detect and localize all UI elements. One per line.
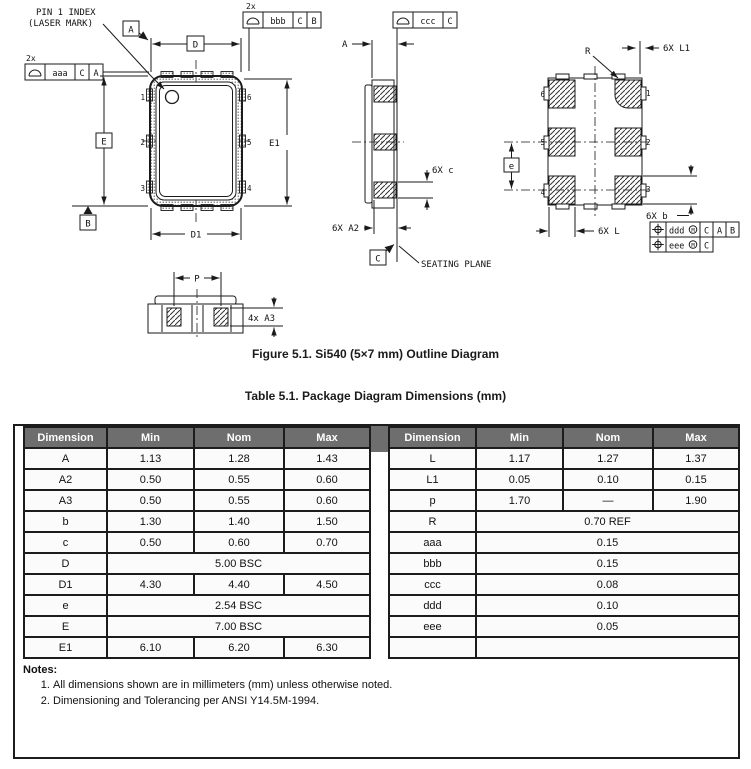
table-header-row [389, 427, 739, 448]
pin1-index-label: PIN 1 INDEX [36, 8, 96, 18]
max-cell: 1.50 [284, 511, 370, 532]
svg-text:B: B [311, 17, 317, 27]
column-header: Nom [563, 427, 653, 448]
note-item: 1. All dimensions shown are in millimeters (mm) unless otherwise noted. [53, 679, 738, 691]
pin-number: 1 [140, 93, 145, 102]
six-x-c-label: 6X c [432, 166, 454, 176]
dimension-cell: e [24, 595, 107, 616]
dimension-cell: E1 [24, 637, 107, 658]
ccc-feature-frame [393, 12, 457, 28]
dim-a-label: A [342, 40, 348, 50]
svg-text:C: C [79, 69, 85, 79]
dim-e-pitch-label: e [508, 162, 515, 172]
svg-text:eee: eee [669, 241, 685, 252]
table-row [24, 511, 370, 532]
dimension-cell: eee [389, 616, 476, 637]
dim-d1-label: D1 [190, 230, 202, 241]
aaa-qty-label: 2x [26, 54, 36, 63]
pin-number: 3 [140, 184, 145, 193]
min-cell: 0.05 [476, 469, 563, 490]
dimension-cell: L1 [389, 469, 476, 490]
table-row [389, 448, 739, 469]
value-span-cell: 0.70 REF [476, 511, 739, 532]
side-view [332, 12, 491, 270]
pin-number: 1 [646, 89, 651, 98]
dimension-cell: A [24, 448, 107, 469]
pin-number: 4 [247, 184, 252, 193]
dimensions-table-left [23, 426, 371, 659]
dimension-cell: D [24, 553, 107, 574]
table-row [389, 511, 739, 532]
pin-number: 4 [540, 188, 545, 197]
datum-c-label: C [375, 254, 381, 265]
top-view [25, 2, 321, 241]
outline-diagram [0, 0, 751, 345]
table-row [389, 553, 739, 574]
figure-caption: Figure 5.1. Si540 (5×7 mm) Outline Diagram [251, 347, 500, 361]
dimension-cell: p [389, 490, 476, 511]
dim-p-label: P [194, 274, 200, 285]
dimension-cell: b [24, 511, 107, 532]
svg-text:M: M [691, 242, 695, 249]
nom-cell: 1.28 [194, 448, 284, 469]
min-cell: 1.30 [107, 511, 194, 532]
datum-a-label: A [128, 25, 134, 36]
datum-b-triangle [84, 206, 93, 214]
dimension-cell: c [24, 532, 107, 553]
table-row [389, 532, 739, 553]
table-row [389, 595, 739, 616]
dimension-cell: aaa [389, 532, 476, 553]
pin-number: 6 [540, 90, 545, 99]
value-span-cell: 5.00 BSC [107, 553, 370, 574]
notes-section [15, 664, 738, 707]
pin-number: 2 [140, 138, 145, 147]
dim-d-label: D [192, 40, 199, 51]
datum-a-leader [139, 33, 148, 40]
nom-cell: 0.55 [194, 469, 284, 490]
table-gap [371, 426, 388, 452]
dimension-cell: ddd [389, 595, 476, 616]
value-span-cell: 0.08 [476, 574, 739, 595]
nom-cell: 6.20 [194, 637, 284, 658]
pad-1-rounded [615, 80, 641, 108]
column-header: Dimension [389, 427, 476, 448]
min-cell: 1.70 [476, 490, 563, 511]
side-pad [374, 86, 396, 102]
dimension-cell: E [24, 616, 107, 637]
max-cell: 0.60 [284, 469, 370, 490]
max-cell: 1.37 [653, 448, 739, 469]
max-cell: 0.70 [284, 532, 370, 553]
l-extension-lines [549, 207, 575, 237]
table-row [24, 574, 370, 595]
svg-text:A: A [716, 226, 723, 237]
c-extension-lines [398, 182, 433, 198]
table-row [389, 616, 739, 637]
min-cell: 1.17 [476, 448, 563, 469]
aaa-feature-frame [25, 64, 103, 80]
b-extension-lines [643, 176, 697, 204]
pin-number: 5 [247, 138, 252, 147]
dimensions-table-right [388, 426, 740, 659]
bbb-feature-frame [243, 12, 321, 28]
value-span-cell: 0.10 [476, 595, 739, 616]
dimension-cell: R [389, 511, 476, 532]
value-span-cell: 0.05 [476, 616, 739, 637]
dimension-cell [389, 637, 476, 658]
six-x-b-label: 6X b [646, 212, 668, 222]
dim-r-label: R [585, 47, 591, 57]
table-header-row [24, 427, 370, 448]
min-cell: 6.10 [107, 637, 194, 658]
table-row [24, 616, 370, 637]
seating-plane-leader [399, 246, 419, 263]
ddd-feature-frame [650, 222, 739, 237]
table-row [24, 637, 370, 658]
end-pad [214, 308, 228, 326]
svg-text:A: A [93, 69, 99, 79]
dimension-cell: A3 [24, 490, 107, 511]
max-cell: 4.50 [284, 574, 370, 595]
svg-text:C: C [297, 17, 303, 27]
column-header: Dimension [24, 427, 107, 448]
table-row [389, 574, 739, 595]
table-row [389, 637, 739, 658]
table-row [24, 532, 370, 553]
datum-c-leader [386, 245, 394, 252]
min-cell: 0.50 [107, 532, 194, 553]
min-cell: 0.50 [107, 490, 194, 511]
svg-text:bbb: bbb [270, 17, 286, 27]
four-x-a3-label: 4x A3 [248, 314, 276, 324]
dimension-cell: L [389, 448, 476, 469]
svg-text:ddd: ddd [669, 226, 685, 237]
svg-text:aaa: aaa [52, 69, 68, 79]
value-span-cell: 0.15 [476, 532, 739, 553]
end-pad [167, 308, 181, 326]
seating-plane-label: SEATING PLANE [421, 260, 492, 270]
column-header: Min [476, 427, 563, 448]
value-span-cell [476, 637, 739, 658]
table-row [24, 595, 370, 616]
svg-text:C: C [703, 226, 710, 237]
pad-5 [549, 128, 575, 156]
dimension-cell: A2 [24, 469, 107, 490]
svg-text:C: C [703, 241, 710, 252]
nom-cell: 1.27 [563, 448, 653, 469]
bottom-view [504, 41, 739, 252]
value-span-cell: 2.54 BSC [107, 595, 370, 616]
note-item: 2. Dimensioning and Tolerancing per ANSI Y14.5M-1994. [53, 695, 738, 707]
min-cell: 4.30 [107, 574, 194, 595]
end-view [148, 272, 283, 340]
svg-text:ccc: ccc [420, 17, 436, 27]
value-span-cell: 7.00 BSC [107, 616, 370, 637]
bbb-qty-label: 2x [246, 2, 256, 11]
svg-text:M: M [691, 227, 695, 234]
notes-heading: Notes: [23, 664, 58, 676]
pin-number: 2 [646, 138, 651, 147]
max-cell: 0.60 [284, 490, 370, 511]
pin-number: 3 [646, 185, 651, 194]
nom-cell: 1.40 [194, 511, 284, 532]
table-row [24, 448, 370, 469]
svg-text:B: B [729, 226, 736, 237]
six-x-a2-label: 6X A2 [332, 224, 360, 234]
six-x-l1-label: 6X L1 [663, 44, 691, 54]
notes-list [23, 679, 738, 707]
column-header: Min [107, 427, 194, 448]
table-title: Table 5.1. Package Diagram Dimensions (mm) [244, 389, 507, 403]
column-header: Max [653, 427, 739, 448]
table-row [24, 490, 370, 511]
min-cell: 1.13 [107, 448, 194, 469]
column-header: Nom [194, 427, 284, 448]
side-pad [374, 182, 396, 198]
pad-4 [549, 176, 575, 204]
nom-cell: 0.60 [194, 532, 284, 553]
dim-e-label: E [101, 137, 107, 148]
nom-cell: 4.40 [194, 574, 284, 595]
nom-cell: — [563, 490, 653, 511]
dimension-cell: bbb [389, 553, 476, 574]
dim-e1-label: E1 [269, 139, 280, 149]
max-cell: 6.30 [284, 637, 370, 658]
six-x-l-label: 6X L [598, 227, 620, 237]
nom-cell: 0.10 [563, 469, 653, 490]
max-cell: 1.43 [284, 448, 370, 469]
column-header: Max [284, 427, 370, 448]
pad-6 [549, 80, 575, 108]
pad-3 [615, 176, 641, 204]
min-cell: 0.50 [107, 469, 194, 490]
max-cell: 0.15 [653, 469, 739, 490]
dimension-cell: D1 [24, 574, 107, 595]
dimensions-table-block [13, 424, 740, 759]
table-row [24, 553, 370, 574]
max-cell: 1.90 [653, 490, 739, 511]
table-row [389, 469, 739, 490]
value-span-cell: 0.15 [476, 553, 739, 574]
datum-b-label: B [85, 219, 91, 230]
pin-number: 5 [540, 138, 545, 147]
pin-number: 6 [247, 93, 252, 102]
side-lid [365, 85, 372, 203]
eee-feature-frame [650, 237, 713, 252]
dimension-cell: ccc [389, 574, 476, 595]
table-row [389, 490, 739, 511]
pin1-index-label2: (LASER MARK) [28, 19, 94, 29]
pad-2 [615, 128, 641, 156]
svg-text:C: C [447, 17, 453, 27]
nom-cell: 0.55 [194, 490, 284, 511]
table-row [24, 469, 370, 490]
pin1-mark [166, 91, 179, 104]
